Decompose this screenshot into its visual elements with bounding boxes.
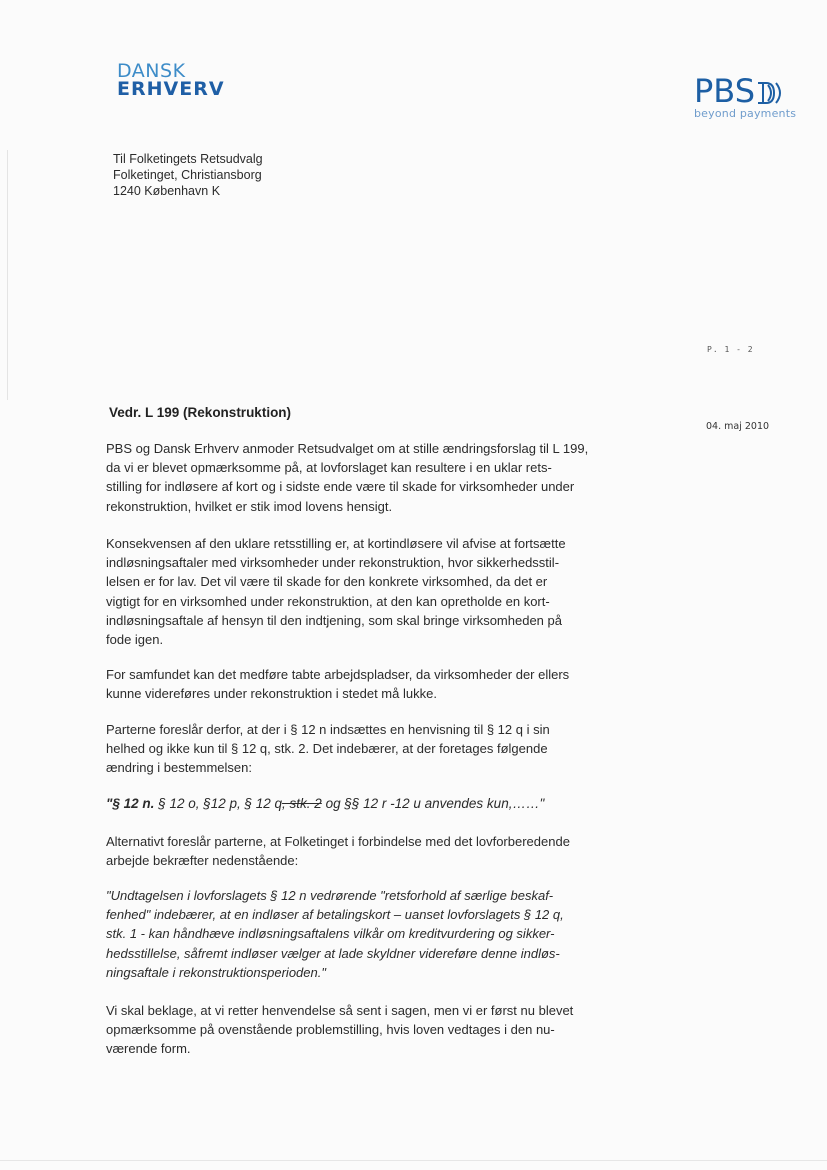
text-line: vigtigt for en virksomhed under rekonstruktion, at den kan opretholde en kort- — [106, 593, 550, 609]
text-line: indløsningsaftale af hensyn til den indtjening, som skal bringe virksomheden på — [106, 612, 562, 628]
address-line: Folketinget, Christiansborg — [113, 168, 262, 182]
text-line: Parterne foreslår derfor, at der i § 12 n indsættes en henvisning til § 12 q i sin — [106, 722, 550, 737]
paragraph-3 — [106, 665, 569, 703]
text-line: ningsaftale i rekonstruktionsperioden." — [106, 964, 326, 980]
text-line: stk. 1 - kan håndhæve indløsningsaftalens vilkår om kreditvurdering og sikker- — [106, 926, 555, 942]
dansk-erhverv-logo — [117, 62, 225, 99]
letter-date: 04. maj 2010 — [706, 421, 770, 432]
scan-bottom-line — [0, 1160, 827, 1161]
page-number: P. 1 - 2 — [707, 345, 754, 354]
amendment-struck-text: , stk. 2 — [282, 796, 322, 811]
paragraph-5 — [106, 832, 570, 870]
letter-heading: Vedr. L 199 (Rekonstruktion) — [109, 405, 292, 420]
text-line: For samfundet kan det medføre tabte arbejdspladser, da virksomheder der ellers — [106, 667, 570, 682]
text-line: Alternativt foreslår parterne, at Folketinget i forbindelse med det lovforberedende — [106, 834, 570, 849]
address-line: 1240 København K — [113, 184, 221, 198]
text-line: arbejde bekræfter nedenstående: — [106, 853, 299, 869]
text-line: PBS og Dansk Erhverv anmoder Retsudvalget om at stille ændringsforslag til L 199, — [106, 441, 589, 456]
text-line: indløsningsaftaler med virksomheder under rekonstruktion, hvor sikkerhedsstil- — [106, 555, 560, 571]
pbs-logo — [694, 72, 806, 120]
text-line: lelsen er for lav. Det vil være til skade for den konkrete virksomhed, da det er — [106, 574, 548, 590]
text-line: værende form. — [106, 1041, 191, 1057]
text-line: "Undtagelsen i lovforslagets § 12 n vedrørende "retsforhold af særlige beskaf- — [106, 888, 554, 903]
amendment-part: § 12 o, §12 p, § 12 q — [154, 796, 283, 811]
text-line: Vi skal beklage, at vi retter henvendelse så sent i sagen, men vi er først nu blevet — [106, 1003, 574, 1018]
text-line: rekonstruktion, hvilket er stik imod lovens hensigt. — [106, 498, 393, 514]
quote-paragraph — [106, 886, 564, 982]
text-line: fenhed" indebærer, at en indløser af betalingskort – uanset lovforslagets § 12 q, — [106, 907, 564, 923]
text-line: kunne videreføres under rekonstruktion i stedet må lukke. — [106, 686, 437, 702]
amendment-part: og §§ 12 r -12 u anvendes kun,……" — [321, 796, 545, 811]
pbs-logo-mark-icon — [756, 81, 782, 105]
text-line: opmærksomme på ovenstående problemstilling, hvis loven vedtages i den nu- — [106, 1022, 555, 1038]
logo-text-erhverv: ERHVERV — [117, 78, 225, 100]
pbs-tagline: beyond payments — [694, 107, 797, 120]
pbs-logo-text: PBS — [694, 72, 755, 110]
text-line: Konsekvensen af den uklare retsstilling er, at kortindløsere vil afvise at fortsætte — [106, 536, 566, 551]
text-line: hedsstillelse, såfremt indløser vælger at lade skyldner videreføre denne indløs- — [106, 945, 560, 961]
paragraph-4 — [106, 720, 550, 778]
paragraph-6 — [106, 1001, 573, 1059]
scan-margin-line — [7, 150, 8, 400]
amendment-text — [106, 794, 544, 813]
address-line: Til Folketingets Retsudvalg — [113, 152, 263, 166]
text-line: fode igen. — [106, 632, 164, 648]
logo-text-dansk: DANSK — [117, 60, 186, 82]
paragraph-1 — [106, 439, 588, 516]
text-line: helhed og ikke kun til § 12 q, stk. 2. Det indebærer, at der foretages følgende — [106, 741, 548, 757]
recipient-address — [113, 151, 263, 199]
text-line: ændring i bestemmelsen: — [106, 760, 252, 776]
paragraph-2 — [106, 534, 566, 649]
text-line: stilling for indløsere af kort og i sidste ende være til skade for virksomheder under — [106, 479, 575, 495]
amendment-bold: "§ 12 n. — [106, 796, 155, 811]
text-line: da vi er blevet opmærksomme på, at lovforslaget kan resultere i en uklar rets- — [106, 460, 552, 476]
